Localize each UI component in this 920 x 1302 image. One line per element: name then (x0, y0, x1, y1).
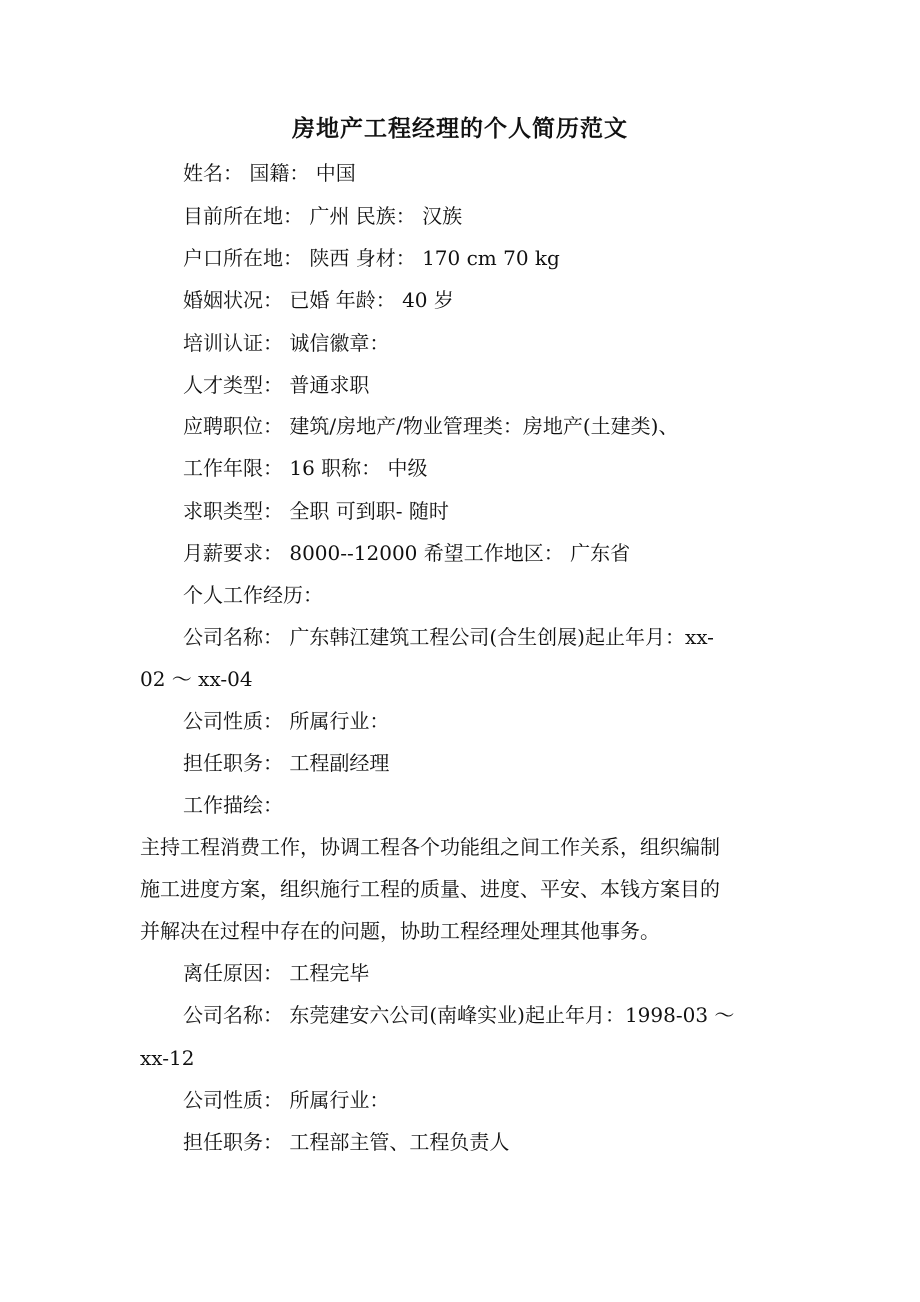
company-1-nature: 公司性质： 所属行业： (183, 709, 390, 733)
field-position-applied: 应聘职位： 建筑/房地产/物业管理类：房地产(土建类)、 (183, 414, 679, 438)
field-name-nationality: 姓名： 国籍： 中国 (183, 161, 356, 185)
field-job-type: 求职类型： 全职 可到职- 随时 (183, 499, 449, 523)
company-1-description-line-1: 主持工程消费工作，协调工程各个功能组之间工作关系，组织编制 (140, 835, 720, 859)
company-1-name: 公司名称： 广东韩江建筑工程公司(合生创展)起止年月：xx- (183, 625, 714, 649)
field-talent-type: 人才类型： 普通求职 (183, 373, 370, 397)
field-salary-region: 月薪要求： 8000--12000 希望工作地区： 广东省 (183, 541, 631, 565)
field-certification: 培训认证： 诚信徽章： (183, 331, 390, 355)
company-2-nature: 公司性质： 所属行业： (183, 1088, 390, 1112)
field-location-ethnicity: 目前所在地： 广州 民族： 汉族 (183, 204, 463, 228)
field-marital-age: 婚姻状况： 已婚 年龄： 40 岁 (183, 288, 454, 312)
section-work-history: 个人工作经历： (183, 583, 323, 607)
field-hukou-build: 户口所在地： 陕西 身材： 170 cm 70 kg (183, 246, 560, 270)
company-1-leave-reason: 离任原因： 工程完毕 (183, 961, 370, 985)
document-title: 房地产工程经理的个人简历范文 (292, 115, 628, 142)
field-years-title: 工作年限： 16 职称： 中级 (183, 456, 428, 480)
company-2-name: 公司名称： 东莞建安六公司(南峰实业)起止年月：1998-03 ～ (183, 1003, 735, 1027)
company-1-description-line-3: 并解决在过程中存在的问题，协助工程经理处理其他事务。 (140, 919, 660, 943)
company-1-description-line-2: 施工进度方案，组织施行工程的质量、进度、平安、本钱方案目的 (140, 877, 720, 901)
company-2-role: 担任职务： 工程部主管、工程负责人 (183, 1130, 510, 1154)
company-1-period: 02 ～ xx-04 (140, 667, 253, 691)
company-2-period: xx-12 (140, 1046, 195, 1070)
company-1-description-label: 工作描绘： (183, 793, 283, 817)
company-1-role: 担任职务： 工程副经理 (183, 751, 390, 775)
